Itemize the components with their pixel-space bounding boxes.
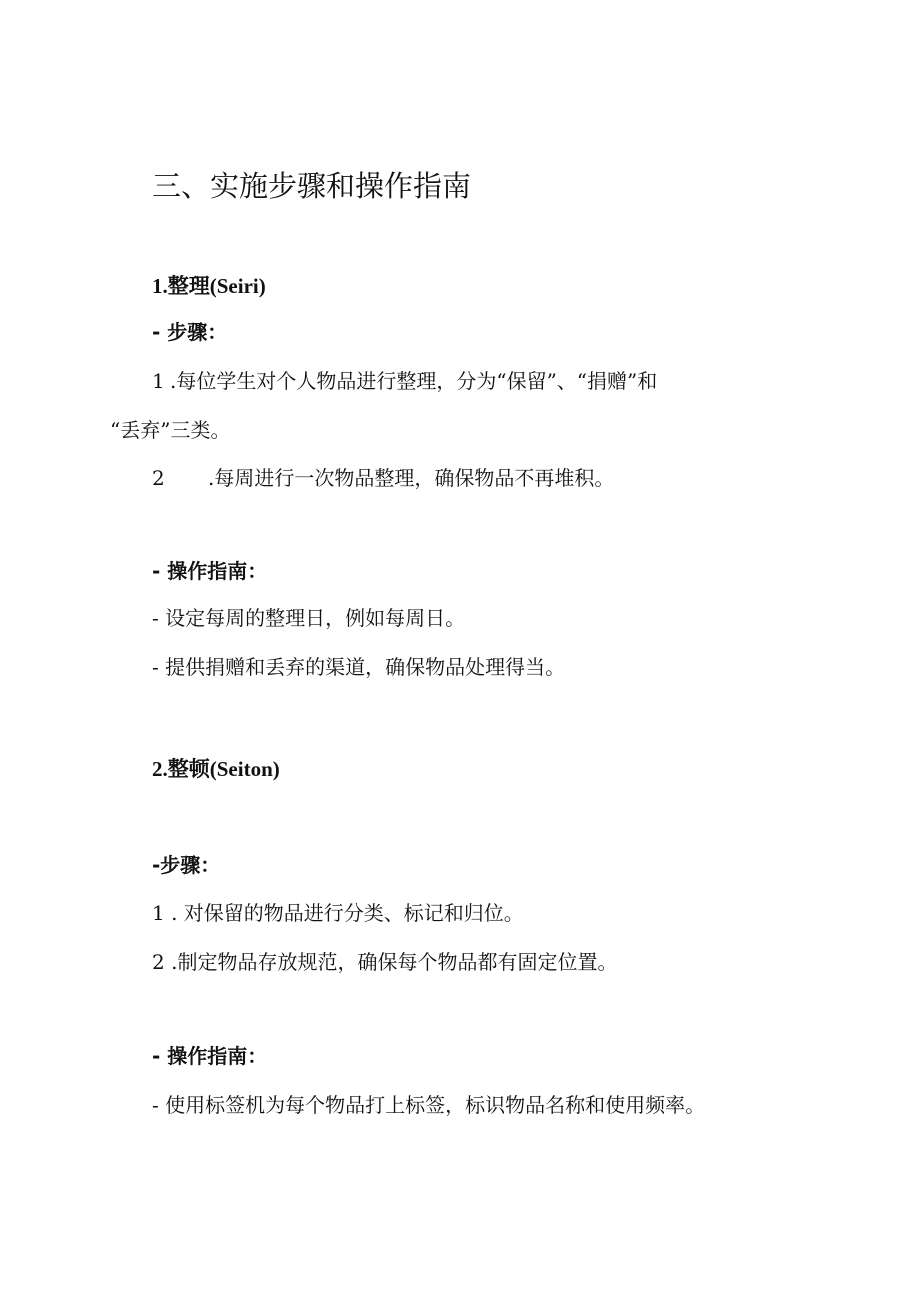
s2-guide-item-1: - 使用标签机为每个物品打上标签，标识物品名称和使用频率。 xyxy=(152,1093,706,1117)
s1-guide-item-2: - 提供捐赠和丢弃的渠道，确保物品处理得当。 xyxy=(152,655,566,679)
s1-guide-label: - 操作指南： xyxy=(152,559,268,583)
s2-steps-label: -步骤： xyxy=(152,853,221,877)
s1-step1-text: .每位学生对个人物品进行整理，分为“保留”、“捐赠”和 xyxy=(170,369,658,393)
s1-step1-continuation: “丢弃”三类。 xyxy=(110,418,231,442)
s2-step1: 1 . 对保留的物品进行分类、标记和归位。 xyxy=(152,901,524,925)
s1-step2 xyxy=(152,468,614,488)
section-title: 三、实施步骤和操作指南 xyxy=(152,169,472,203)
s1-title: 1.整理(Seiri) xyxy=(152,274,266,298)
s1-step2-text: .每周进行一次物品整理，确保物品不再堆积。 xyxy=(208,466,615,490)
s1-step2-number: 2 xyxy=(152,466,165,490)
s1-step1-number: 1 xyxy=(152,369,165,393)
s1-steps-label: - 步骤： xyxy=(152,320,228,344)
s1-step1 xyxy=(152,371,657,391)
s2-guide-label: - 操作指南： xyxy=(152,1044,268,1068)
s1-guide-item-1: - 设定每周的整理日，例如每周日。 xyxy=(152,606,466,630)
s2-step2: 2 .制定物品存放规范，确保每个物品都有固定位置。 xyxy=(152,950,618,974)
s2-title: 2.整顿(Seiton) xyxy=(152,757,280,781)
